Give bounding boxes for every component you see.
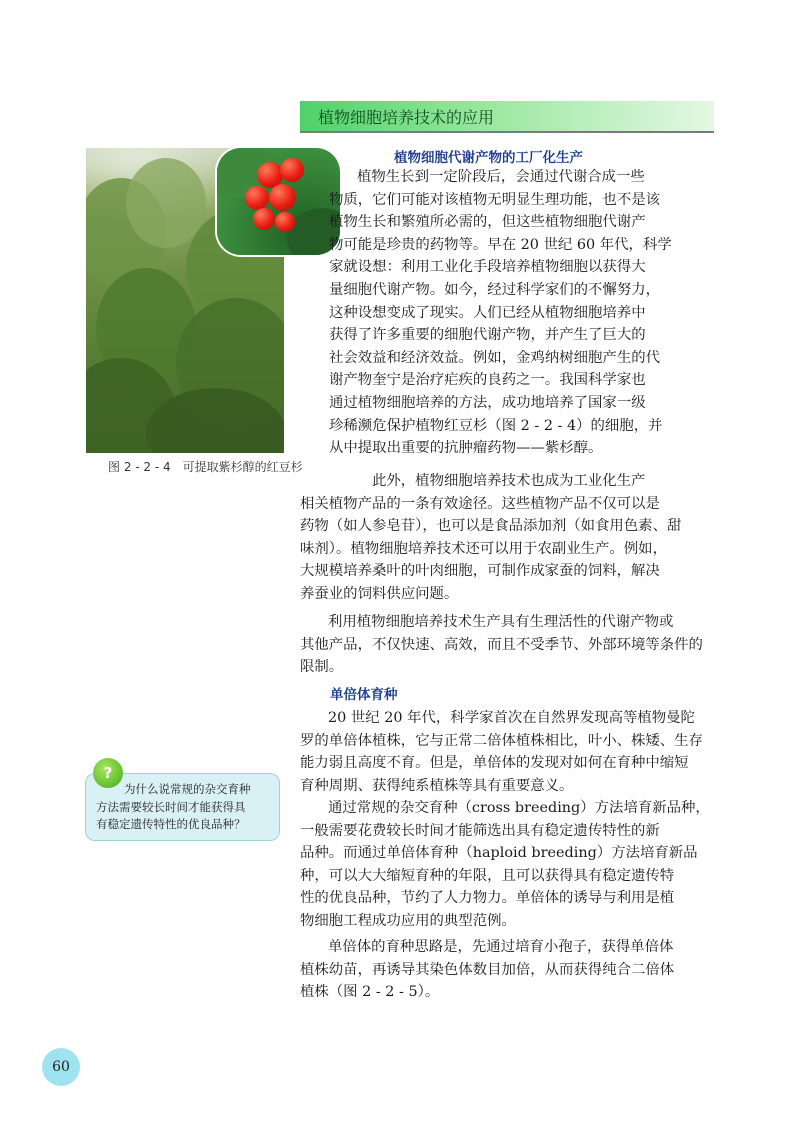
page-number: 60 <box>42 1048 80 1086</box>
question-mark-icon: ? <box>93 758 123 788</box>
section2-paragraph-2: 通过常规的杂交育种（cross breeding）方法培育新品种， 一般需要花费较长时间才能筛选出具有稳定遗传特性的新 品种。而通过单倍体育种（haploid breeding）方法培育新品 种，可以大大缩短育种的年限，且可以获得具有稳定遗传特 性的优良品种，节约了人力物力。单倍体的诱导与利用是植 物细胞工程成功应用的典型范例。 <box>300 800 710 929</box>
sidebar-question-text: 为什么说常规的杂交育种 方法需要较长时间才能获得具 有稳定遗传特性的优良品种？ <box>96 782 251 831</box>
section2-paragraph-1: 20 世纪 20 年代，科学家首次在自然界发现高等植物曼陀 罗的单倍体植株，它与正常二倍体植株相比，叶小、株矮、生存 能力弱且高度不育。但是，单倍体的发现对如何在育种中缩短 育种周期、获得纯系植株等具有重要意义。 <box>300 710 703 794</box>
section-header-title: 植物细胞培养技术的应用 <box>318 108 495 127</box>
section2-paragraph-3: 单倍体的育种思路是，先通过培育小孢子，获得单倍体 植株幼苗，再诱导其染色体数目加倍，从而获得纯合二倍体 植株（图 2 - 2 - 5）。 <box>300 939 675 1001</box>
header-divider <box>300 131 714 133</box>
section2-title: 单倍体育种 <box>330 687 398 703</box>
section1-paragraph-2: 此外，植物细胞培养技术也成为工业化生产 相关植物产品的一条有效途径。这些植物产品不仅可以是 药物（如人参皂苷），也可以是食品添加剂（如食用色素、甜 味剂）。植物细胞培养技术还可以用于农副业生产。例如， 大规模培养桑叶的叶肉细胞，可制作成家蚕的饲料，解决 养蚕业的饲料供应问题。 <box>300 473 682 602</box>
yew-berry-inset-photo <box>217 148 340 255</box>
section1-paragraph-1: 植物生长到一定阶段后，会通过代谢合成一些 物质，它们可能对该植物无明显生理功能，也不是该 植物生长和繁殖所必需的，但这些植物细胞代谢产 物可能是珍贵的药物等。早在 20 世纪 60 年代，科学 家就设想：利用工业化手段培养植物细胞以获得大 量细胞代谢产物。如今，经过科学家们的不懈努力， 这种设想变成了现实。人们已经从植物细胞培养中 获得了许多重要的细胞代谢产物，并产生了巨大的 社会效益和经济效益。例如，金鸡纳树细胞产生的代 谢产物奎宁是治疗疟疾的良药之一。我国科学家也 通过植物细胞培养的方法，成功地培养了国家一级 珍稀濒危保护植物红豆杉（图 2 - 2 - 4）的细胞，并 从中提取出重要的抗肿瘤药物——紫杉醇。 <box>329 169 672 457</box>
section1-title: 植物细胞代谢产物的工厂化生产 <box>394 150 583 166</box>
figure-caption: 图 2 - 2 - 4 可提取紫杉醇的红豆杉 <box>108 460 303 474</box>
section-header <box>300 101 714 131</box>
section1-paragraph-3: 利用植物细胞培养技术生产具有生理活性的代谢产物或 其他产品，不仅快速、高效，而且不受季节、外部环境等条件的 限制。 <box>300 614 703 676</box>
